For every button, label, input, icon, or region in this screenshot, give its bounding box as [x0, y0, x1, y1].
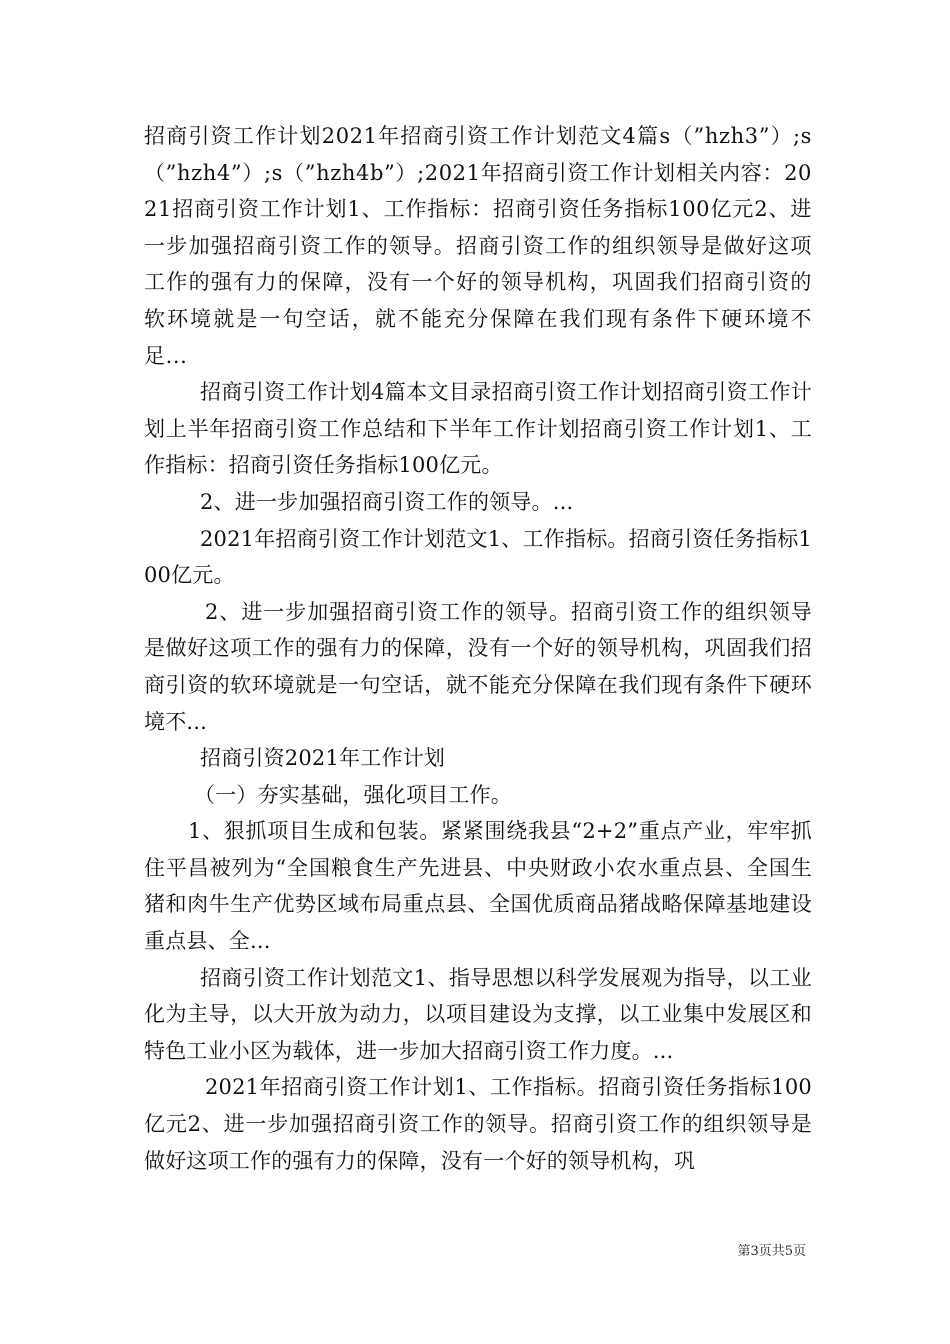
paragraph-2021-plan-sample: 2021年招商引资工作计划范文1、工作指标。招商引资任务指标100亿元。: [144, 526, 812, 588]
paragraph-plan-overview: 招商引资工作计划4篇本文目录招商引资工作计划招商引资工作计划上半年招商引资工作总结和下半年工作计划招商引资工作计划1、工作指标：招商引资任务指标100亿元。: [144, 380, 812, 478]
paragraph-intro: 招商引资工作计划2021年招商引资工作计划范文4篇s（”hzh3”）;s（”hzh4”）;s（”hzh4b”）;2021年招商引资工作计划相关内容：2021招商引资工作计划1、工作指标：招商引资任务指标100亿元2、进一步加强招商引资工作的领导。招商引资工作的组织领导是做好这项工作的强有力的保障，没有一个好的领导机构，巩固我们招商引资的软环境就是一句空话，就不能充分保障在我们现有条件下硬环境不足...: [144, 124, 812, 368]
paragraph-strengthen-leadership: 2、进一步加强招商引资工作的领导。...: [200, 489, 574, 514]
paragraph-leadership-detail: 2、进一步加强招商引资工作的领导。招商引资工作的组织领导是做好这项工作的强有力的保障，没有一个好的领导机构，巩固我们招商引资的软环境就是一句空话，就不能充分保障在我们现有条件下硬环境不...: [144, 599, 812, 734]
paragraph-subheading-foundation: （一）夯实基础，强化项目工作。: [194, 782, 512, 807]
paragraph-project-packaging: 1、狠抓项目生成和包装。紧紧围绕我县“2+2”重点产业，牢牢抓住平昌被列为“全国粮食生产先进县、中央财政小农水重点县、全国生猪和肉牛生产优势区域布局重点县、全国优质商品猪战略保障基地建设重点县、全...: [144, 819, 812, 954]
paragraph-2021-plan-repeat: 2021年招商引资工作计划1、工作指标。招商引资任务指标100亿元2、进一步加强招商引资工作的领导。招商引资工作的组织领导是做好这项工作的强有力的保障，没有一个好的领导机构，巩: [144, 1075, 812, 1173]
paragraph-guiding-ideology: 招商引资工作计划范文1、指导思想以科学发展观为指导，以工业化为主导，以大开放为动力，以项目建设为支撑，以工业集中发展区和特色工业小区为载体，进一步加大招商引资工作力度。...: [144, 965, 812, 1063]
paragraph-section-heading: 招商引资2021年工作计划: [200, 746, 446, 771]
page-number-footer: 第3页共5页: [737, 1244, 806, 1259]
document-body: [144, 118, 812, 1179]
